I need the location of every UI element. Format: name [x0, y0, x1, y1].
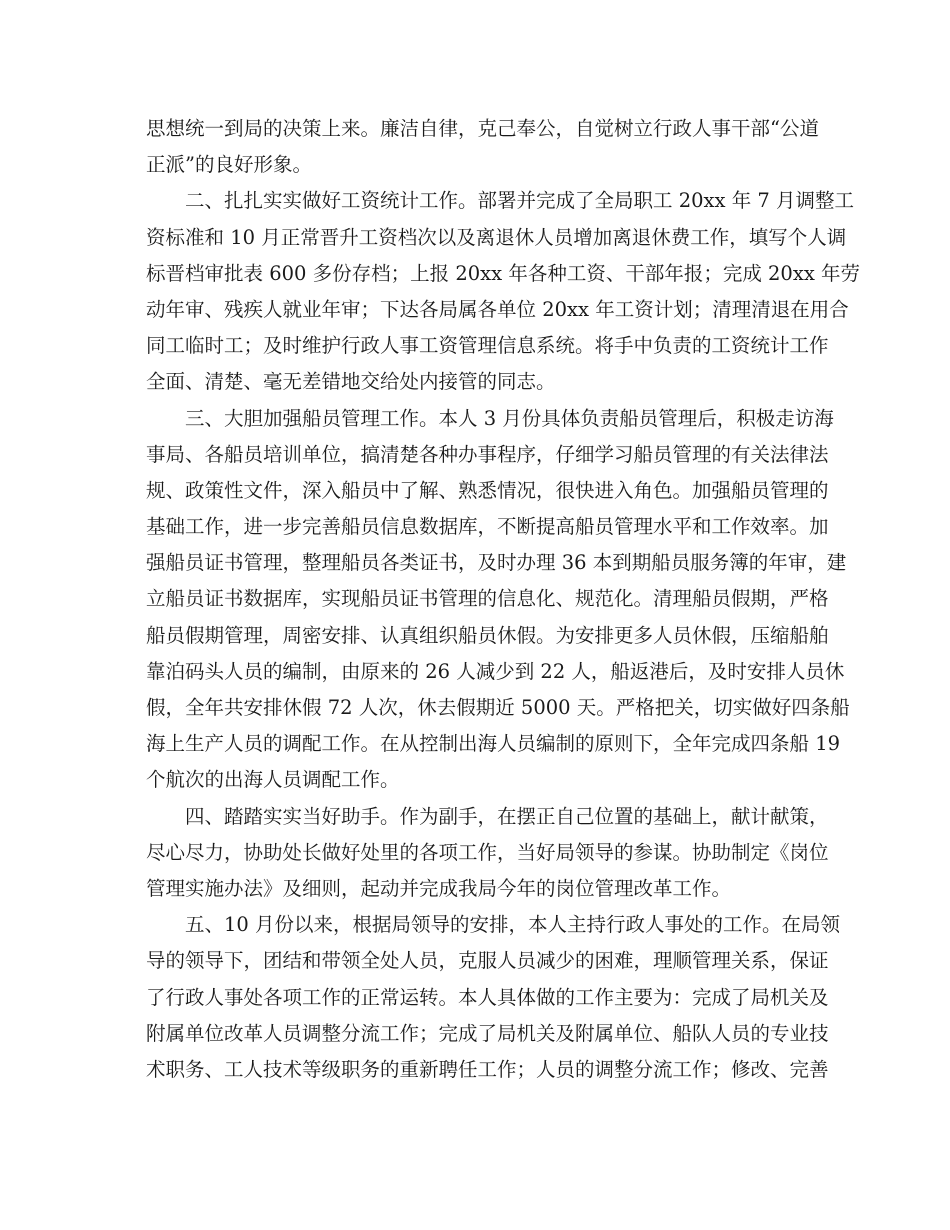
text-line: 四、踏踏实实当好助手。作为副手，在摆正自己位置的基础上，献计献策， [185, 804, 829, 828]
text-line: 资标准和 10 月正常晋升工资档次以及离退休人员增加离退休费工作，填写个人调 [146, 225, 847, 249]
text-line: 靠泊码头人员的编制，由原来的 26 人减少到 22 人，船返港后，及时安排人员休 [146, 659, 845, 683]
text-line: 事局、各船员培训单位，搞清楚各种办事程序，仔细学习船员管理的有关法律法 [146, 442, 829, 466]
text-line: 假，全年共安排休假 72 人次，休去假期近 5000 天。严格把关，切实做好四条船 [146, 696, 850, 719]
text-line: 五、10 月份以来，根据局领导的安排，本人主持行政人事处的工作。在局领 [185, 913, 841, 937]
text-line: 同工临时工；及时维护行政人事工资管理信息系统。将手中负责的工资统计工作 [146, 334, 829, 358]
text-line: 术职务、工人技术等级职务的重新聘任工作；人员的调整分流工作；修改、完善 [146, 1057, 829, 1081]
text-line: 管理实施办法》及细则，起动并完成我局今年的岗位管理改革工作。 [146, 876, 732, 900]
text-line: 思想统一到局的决策上来。廉洁自律，克己奉公，自觉树立行政人事干部“公道 [146, 117, 819, 140]
text-line: 动年审、残疾人就业年审；下达各局属各单位 20xx 年工资计划；清理清退在用合 [146, 297, 849, 321]
text-line: 三、大胆加强船员管理工作。本人 3 月份具体负责船员管理后，积极走访海 [185, 406, 834, 430]
text-line: 导的领导下，团结和带领全处人员，克服人员减少的困难，理顺管理关系，保证 [146, 949, 829, 973]
text-line: 规、政策性文件，深入船员中了解、熟悉情况，很快进入角色。加强船员管理的 [146, 478, 829, 502]
text-line: 尽心尽力，协助处长做好处里的各项工作，当好局领导的参谋。协助制定《岗位 [146, 840, 829, 864]
text-line: 立船员证书数据库，实现船员证书管理的信息化、规范化。清理船员假期，严格 [146, 587, 829, 611]
text-line: 个航次的出海人员调配工作。 [146, 768, 400, 792]
text-line: 基础工作，进一步完善船员信息数据库，不断提高船员管理水平和工作效率。加 [146, 515, 829, 539]
text-line: 了行政人事处各项工作的正常运转。本人具体做的工作主要为：完成了局机关及 [146, 985, 829, 1009]
text-line: 船员假期管理，周密安排、认真组织船员休假。为安排更多人员休假，压缩船舶 [146, 623, 829, 647]
text-line: 正派”的良好形象。 [146, 153, 312, 177]
text-line: 附属单位改革人员调整分流工作；完成了局机关及附属单位、船队人员的专业技 [146, 1021, 829, 1045]
document-body [146, 111, 861, 1088]
text-line: 海上生产人员的调配工作。在从控制出海人员编制的原则下，全年完成四条船 19 [146, 732, 841, 756]
text-line: 强船员证书管理，整理船员各类证书，及时办理 36 本到期船员服务簿的年审，建 [146, 551, 847, 575]
text-line: 二、扎扎实实做好工资统计工作。部署并完成了全局职工 20xx 年 7 月调整工 [185, 189, 855, 213]
text-line: 标晋档审批表 600 多份存档；上报 20xx 年各种工资、干部年报；完成 20xx 年劳 [146, 261, 861, 285]
text-line: 全面、清楚、毫无差错地交给处内接管的同志。 [146, 370, 556, 394]
